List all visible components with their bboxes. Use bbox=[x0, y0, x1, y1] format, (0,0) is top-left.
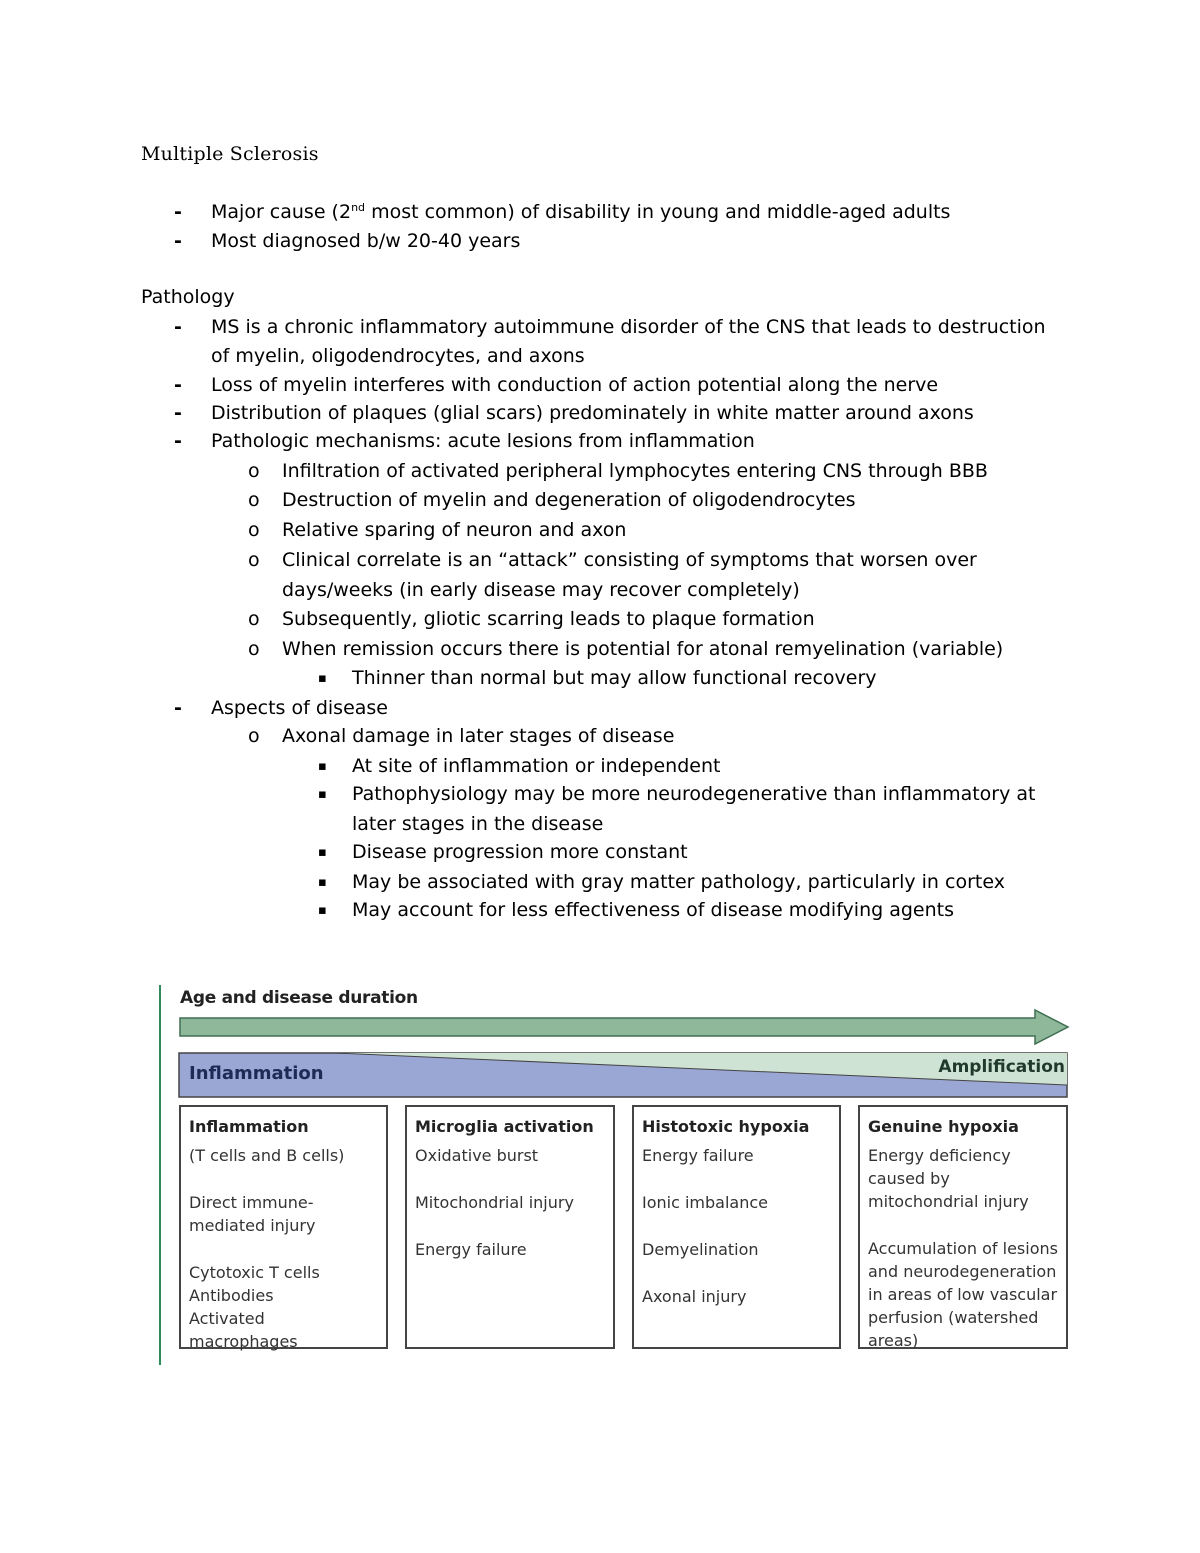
stage-box-item: Direct immune-mediated injury bbox=[189, 1193, 316, 1235]
pathology-subsubbullet: Pathophysiology may be more neurodegenerative than inflammatory at bbox=[352, 783, 1036, 805]
stage-box-item: Energy deficiency caused by mitochondrial injury bbox=[868, 1146, 1029, 1211]
bullet-square: ▪ bbox=[318, 759, 327, 774]
stage-box-item: Activated macrophages bbox=[189, 1309, 298, 1351]
stage-box-item: Energy failure bbox=[415, 1240, 527, 1259]
bullet-square: ▪ bbox=[318, 787, 327, 802]
pathology-subbullet-continued: days/weeks (in early disease may recover completely) bbox=[282, 579, 800, 601]
bullet-square: ▪ bbox=[318, 875, 327, 890]
document-title: Multiple Sclerosis bbox=[141, 143, 319, 165]
section-heading-pathology: Pathology bbox=[141, 286, 235, 308]
stage-box-item: Accumulation of lesions and neurodegeneration in areas of low vascular perfusion (watershed areas) bbox=[868, 1239, 1058, 1350]
bullet-circle: o bbox=[248, 489, 260, 511]
pathology-subsubbullet: Thinner than normal but may allow functional recovery bbox=[352, 667, 877, 689]
pathology-bullet: MS is a chronic inflammatory autoimmune disorder of the CNS that leads to destruction bbox=[211, 316, 1046, 338]
pathology-subbullet: Destruction of myelin and degeneration of oligodendrocytes bbox=[282, 489, 856, 511]
stage-box-item: Demyelination bbox=[642, 1240, 759, 1259]
stage-box-inflammation bbox=[179, 1105, 388, 1349]
bullet-dash: - bbox=[174, 316, 182, 338]
bullet-circle: o bbox=[248, 638, 260, 660]
bullet-square: ▪ bbox=[318, 845, 327, 860]
stage-box-title: Microglia activation bbox=[415, 1117, 594, 1136]
bullet-dash: - bbox=[174, 430, 182, 452]
pathology-subbullet: Relative sparing of neuron and axon bbox=[282, 519, 627, 541]
bullet-dash: - bbox=[174, 374, 182, 396]
pathology-subbullet: Axonal damage in later stages of disease bbox=[282, 725, 675, 747]
pathology-bullet: Aspects of disease bbox=[211, 697, 388, 719]
stage-box-item: Ionic imbalance bbox=[642, 1193, 768, 1212]
stage-box-item: Cytotoxic T cells bbox=[189, 1263, 320, 1282]
pathology-subbullet: Clinical correlate is an “attack” consisting of symptoms that worsen over bbox=[282, 549, 977, 571]
bullet-dash: - bbox=[174, 697, 182, 719]
bullet-dash: - bbox=[174, 402, 182, 424]
stage-box-histotoxic-hypoxia bbox=[632, 1105, 841, 1349]
bullet-dash: - bbox=[174, 230, 182, 252]
stage-box-item: Energy failure bbox=[642, 1146, 754, 1165]
bullet-circle: o bbox=[248, 460, 260, 482]
pathology-bullet-continued: of myelin, oligodendrocytes, and axons bbox=[211, 345, 585, 367]
stage-box-item: Mitochondrial injury bbox=[415, 1193, 574, 1212]
stage-box-microglia bbox=[405, 1105, 615, 1349]
bullet-square: ▪ bbox=[318, 671, 327, 686]
figure-title: Age and disease duration bbox=[180, 988, 418, 1008]
pathology-bullet: Pathologic mechanisms: acute lesions from inflammation bbox=[211, 430, 755, 452]
pathology-bullet: Distribution of plaques (glial scars) predominately in white matter around axons bbox=[211, 402, 974, 424]
figure-left-rule bbox=[159, 985, 161, 1365]
bullet-circle: o bbox=[248, 549, 260, 571]
bullet-circle: o bbox=[248, 519, 260, 541]
stage-box-genuine-hypoxia bbox=[858, 1105, 1068, 1349]
bullet-square: ▪ bbox=[318, 903, 327, 918]
intro-item-1: Major cause (2nd most common) of disability in young and middle-aged adults bbox=[211, 201, 951, 223]
pathology-subsubbullet: May be associated with gray matter pathology, particularly in cortex bbox=[352, 871, 1005, 893]
pathology-subsubbullet: May account for less effectiveness of disease modifying agents bbox=[352, 899, 954, 921]
band-label-amplification: Amplification bbox=[938, 1057, 1065, 1077]
intro-item-2: Most diagnosed b/w 20-40 years bbox=[211, 230, 521, 252]
stage-box-title: Inflammation bbox=[189, 1117, 309, 1136]
pathology-bullet: Loss of myelin interferes with conduction of action potential along the nerve bbox=[211, 374, 939, 396]
bullet-circle: o bbox=[248, 608, 260, 630]
stage-box-item: Axonal injury bbox=[642, 1287, 747, 1306]
timeline-arrow bbox=[180, 1010, 1068, 1044]
pathology-subbullet: Subsequently, gliotic scarring leads to plaque formation bbox=[282, 608, 815, 630]
stage-box-title: Histotoxic hypoxia bbox=[642, 1117, 810, 1136]
figure-graphic bbox=[175, 1005, 1075, 1100]
stage-box-title: Genuine hypoxia bbox=[868, 1117, 1019, 1136]
bullet-circle: o bbox=[248, 725, 260, 747]
stage-box-item: Oxidative burst bbox=[415, 1146, 539, 1165]
bullet-dash: - bbox=[174, 201, 182, 223]
pathology-subsubbullet: At site of inflammation or independent bbox=[352, 755, 721, 777]
pathology-subbullet: Infiltration of activated peripheral lymphocytes entering CNS through BBB bbox=[282, 460, 988, 482]
stage-box-item: Antibodies bbox=[189, 1286, 274, 1305]
band-label-inflammation: Inflammation bbox=[189, 1063, 324, 1084]
pathology-subsubbullet-continued: later stages in the disease bbox=[352, 813, 604, 835]
pathology-subsubbullet: Disease progression more constant bbox=[352, 841, 688, 863]
stage-box-item: (T cells and B cells) bbox=[189, 1146, 345, 1165]
pathology-subbullet: When remission occurs there is potential for atonal remyelination (variable) bbox=[282, 638, 1004, 660]
